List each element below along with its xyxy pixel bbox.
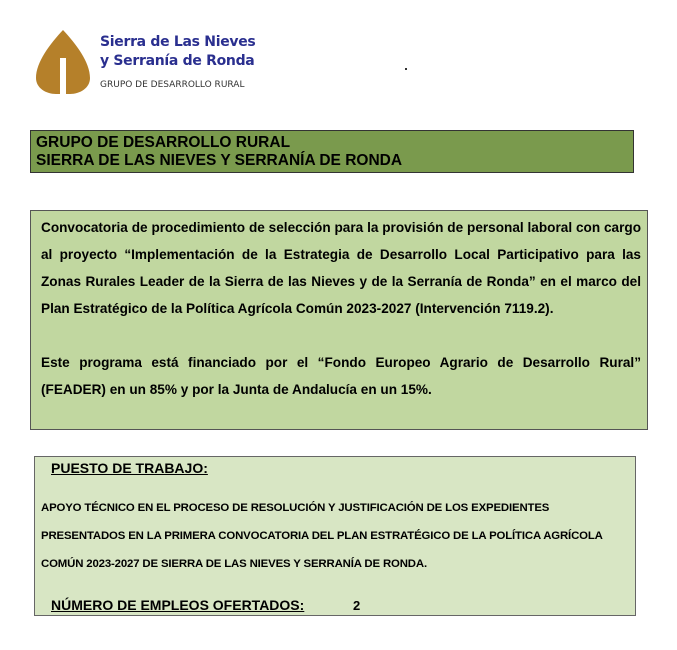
organization-logo	[28, 24, 268, 104]
leaf-logo-icon	[32, 28, 94, 96]
title-line2: SIERRA DE LAS NIEVES Y SERRANÍA DE RONDA	[36, 152, 403, 169]
call-paragraph: Convocatoria de procedimiento de selección para la provisión de personal laboral con cargo al proyecto “Implementación de la Estrategia de Desarrollo Local Participativo para las Zonas Rurales Leader de la Sierra de las Nieves y de la Serranía de Ronda” en el marco del Plan Estratégico de la Política Agrícola Común 2023-2027 (Intervención 7119.2).	[41, 220, 641, 316]
job-count-value: 2	[353, 598, 361, 613]
job-position-box	[34, 456, 636, 616]
job-description: APOYO TÉCNICO EN EL PROCESO DE RESOLUCIÓN Y JUSTIFICACIÓN DE LOS EXPEDIENTES PRESENTADOS EN LA PRIMERA CONVOCATORIA DEL PLAN ESTRATÉGICO DE LA POLÍTICA AGRÍCOLA COMÚN 2023-2027 DE SIERRA DE LAS NIEVES Y SERRANÍA DE RONDA.	[41, 502, 603, 570]
document-title-box	[30, 130, 634, 173]
logo-title-line2: y Serranía de Ronda	[100, 53, 255, 69]
call-description-box	[30, 210, 648, 430]
job-heading: PUESTO DE TRABAJO:	[51, 460, 208, 476]
logo-title-line1: Sierra de Las Nieves	[100, 34, 256, 50]
job-count-label: NÚMERO DE EMPLEOS OFERTADOS:	[51, 597, 305, 613]
logo-subtitle: GRUPO DE DESARROLLO RURAL	[100, 80, 245, 90]
stray-mark	[405, 68, 407, 70]
funding-paragraph: Este programa está financiado por el “Fondo Europeo Agrario de Desarrollo Rural” (FEADER) en un 85% y por la Junta de Andalucía en un 15%.	[41, 355, 641, 397]
title-line1: GRUPO DE DESARROLLO RURAL	[36, 134, 291, 151]
